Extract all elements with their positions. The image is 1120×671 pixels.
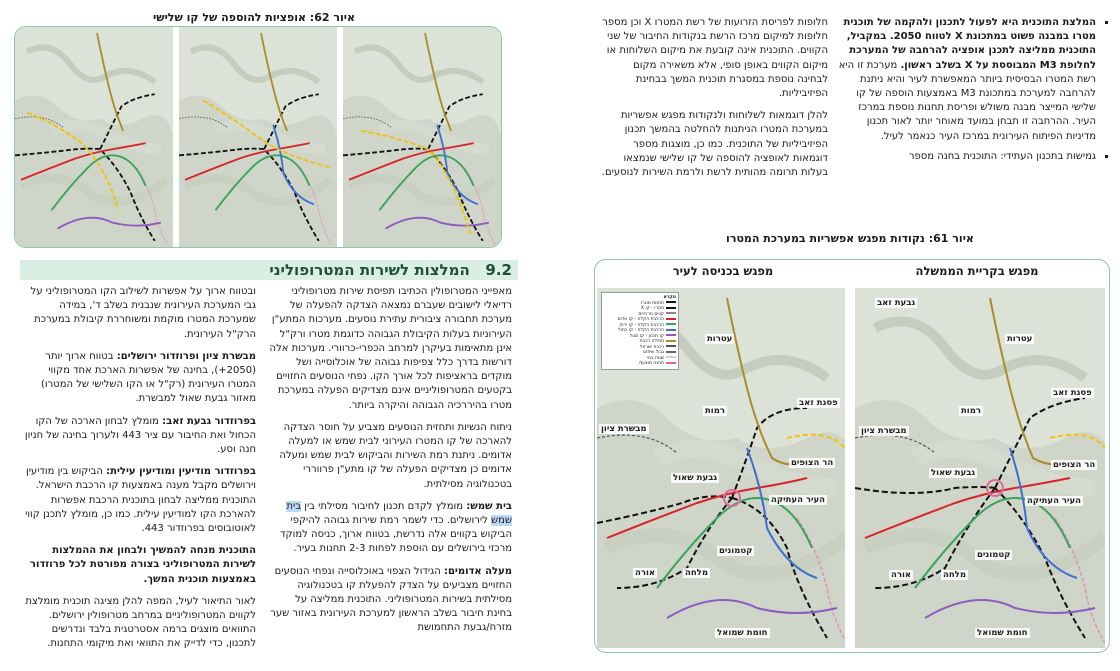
legend-item xyxy=(604,361,676,367)
paragraph: מאפייני המטרופולין הכתיבו תפיסת שירות מטרופוליני רדיאלי לישובים שעברם נמצאה הצדקה להפעלה של מערכת תחבורה ציבורית עתירת נוסעים. מערכות המתע"ן העירוניות בעלות הקיבולת הגבוהה כדוגמת מטרו ורק"ל אינן מתאימות בעיקרן למרחב הכפרי-כרוורי. מערכות אלה דורשות בדרך כלל צפיפות גבוהה של אוכלוסייה ושל מוקדים בראציפות לכל אורך הקו. נפחי הנוסעים החזויים בקטעים המטרופוליניים אינם מצדיקים הפעלה במערכת מטרו בהיררכיה הגבוהה והיקרה ביותר. xyxy=(269,286,512,411)
legend-label: גבול שיפוט xyxy=(643,350,664,355)
text-span: לירושלים. כדי לשמר רמת שירות גבוהה להיקפי הביקוש בקווים אלה נדרשת, בטווח ארוך, כניסה למוקד מרכזי בירושלים עם הוספת לפחות 2-3 תחנות בעיר. xyxy=(280,515,512,555)
place-label: מבשרת ציון xyxy=(861,426,907,436)
legend-label: רכבת ישראל xyxy=(639,344,664,350)
place-label: פסגת זאב xyxy=(799,398,838,408)
section-column-left xyxy=(20,285,256,667)
figure-62-box xyxy=(14,26,502,248)
legend-label: שטח בנוי xyxy=(646,355,664,361)
paragraph-jerusalem-corridor xyxy=(20,350,256,407)
figure-62-caption: איור 62: אופציות להוספה של קו שלישי xyxy=(152,11,355,24)
legend-label: תחנה מוצעת xyxy=(639,361,664,366)
subheading: מעלה אדומים: xyxy=(443,565,512,577)
section-number: 9.2 xyxy=(485,261,512,279)
legend-label: הרכבת הקלה - קו אדום xyxy=(617,317,664,322)
paragraph-maale xyxy=(268,565,512,636)
text-span: מומלץ לבחון הארכה של הקו הכחול ואת החיבור עם ציר 443 ולערוך בחינה של חניון חנה וסע. xyxy=(24,415,256,456)
place-label: מלחה xyxy=(943,570,966,580)
place-label: קטמונים xyxy=(719,546,753,556)
option-map-2-svg xyxy=(179,27,337,247)
paragraph: ניתוח הנשיות ותחזית הנוסעים מצביע על חוסר הצדקה להארכה של קו המטרו העירוני לבית שמש או למעלה אדומים. ניתנת רמת השירות והביקוש לבית שמש ומעלה אדומים כן מצדיקים הפעלה של קו מתע"ן פרווררי בטכנולוגיה מסילתית. xyxy=(279,421,512,490)
paragraph-beit-shemesh xyxy=(268,500,512,557)
legend-label: קווים מרכזיים xyxy=(638,311,664,317)
option-map-1-svg xyxy=(15,27,173,247)
legend-label: תחנות מטרו xyxy=(640,300,664,306)
text-span: הביקוש בין מודיעין וירושלים מקבל מענה באמצעות קו הרכבת הישראל. התוכנית ממליצה לבחון בתוכנית הרכבת אפשרות להארכת הקו למודיעין עילית. כמו כן, מומלץ לתכנן קווי לאוטובוסים בפרוזדור 443. xyxy=(25,466,256,535)
section-heading: המלצות לשירות המטרופוליני xyxy=(269,261,470,279)
map-left-title: מפגש בכניסה לעיר xyxy=(672,264,774,278)
text-span: מומלץ לקדם תכנון לחיבור מסילתי בין xyxy=(304,500,464,512)
place-label: חומת שמואל xyxy=(717,628,768,638)
paragraph: להלן דוגמאות לשלוחות ולנקודות מפגש אפשריות במערכת המטרו הניתנות להחלטה בהמשך תכנון הפיזיביליות של התוכנית. כמו כן, מוצגות מספר דוגמאות לאופציה להוספה של קו שלישי שנמצאו בעלות תרומה מהותית לרשת ולרמת השירות לנוסעים. xyxy=(601,110,828,179)
place-label: מבשרת ציון xyxy=(601,424,647,434)
option-map-2 xyxy=(179,27,337,247)
paragraph: ובטווח ארוך על אפשרות לשילוב הקו המטרופוליני על גבי המערכת העירונית שנבנית בשלב ד', במידה שמערכת המטרו מוקמת ומשוחררת קיבולת במערכת הרק"ל העירונית. xyxy=(30,286,256,340)
place-label: העיר העתיקה xyxy=(771,495,825,505)
legend-label: קו תכנון - קו סגול xyxy=(629,333,664,339)
place-label: רמות xyxy=(705,406,725,416)
place-label: רמות xyxy=(961,406,981,416)
bullet-item xyxy=(838,150,1096,164)
legend-label: הרכבת הקלה - קו כחול xyxy=(618,328,664,333)
place-label: קטמונים xyxy=(977,550,1011,560)
place-label: אורה xyxy=(635,568,656,578)
place-label: מלחה xyxy=(685,568,708,578)
paragraph-modiin xyxy=(20,465,256,536)
place-label: עטרות xyxy=(1007,334,1033,344)
place-label: הר הצופים xyxy=(791,458,834,468)
section-title xyxy=(269,261,512,279)
bullet-item xyxy=(838,16,1096,144)
place-label: גבעת שאול xyxy=(673,473,718,483)
paragraph-givat-zeev xyxy=(20,415,256,458)
paragraph: חלופות לפריסת הזרועות של רשת המטרו X וכן מספר חלופות למיקום מרכז הרשת בנקודות החיבור של שני הקווים. התוכנית אינה קובעת את מיקום השלוחות או מיקום הקווים באופן סופי, אלא משאירה מקום לבחינה נוספת במסגרת תוכנית המשך בבחינת הפיזיביליות. xyxy=(602,17,828,100)
bullet-text: גמישות בתכנון העתידי: התוכנית בחנה מספר xyxy=(908,150,1096,162)
place-label: אורה xyxy=(891,570,912,580)
paragraph-recommendation xyxy=(20,544,256,587)
legend-label: הרכבת הקלה - קו ירוק xyxy=(619,322,664,328)
place-label: חומת שמואל xyxy=(977,628,1028,638)
middle-top-text xyxy=(600,16,828,188)
place-label: הר הצופים xyxy=(1053,460,1096,470)
option-map-3-svg xyxy=(343,27,501,247)
map-left xyxy=(597,288,845,648)
bullet-bold-text: המלצת התוכנית היא לפעול לתכנון ולהקמה של תוכנית מטרו במבנה פשוט במתכונת X לטווח 2050. במקביל, התוכנית ממליצה לתכנן אופציה להרחבה של המערכת לחלופת M3 המבוססת על X בשלב ראשון. xyxy=(843,17,1096,71)
map-right xyxy=(855,288,1105,648)
legend-label: מסילה רכבת xyxy=(639,339,664,344)
place-label: גבעת שאול xyxy=(931,468,976,478)
text-span: בטווח ארוך יותר (2050+), בחינה של אפשרות הארכת אחד מקווי המטרו העירונית (רק"ל או הקו השלישי של המטרו) מאזור גבעת שאול למבשרת. xyxy=(40,350,256,405)
highlighted-text: בית שמש xyxy=(286,500,512,527)
subheading: בפרוזדור מודיעין ומודיעין עילית: xyxy=(106,466,256,478)
figure-61-caption: איור 61: נקודות מפגש אפשריות במערכת המטרו xyxy=(726,232,974,245)
place-label: העיר העתיקה xyxy=(1027,496,1081,506)
subheading: בית שמש: xyxy=(466,500,512,512)
section-title-bar xyxy=(20,260,518,280)
place-label: עטרות xyxy=(707,334,733,344)
option-map-3 xyxy=(343,27,501,247)
subheading: מבשרת ציון ופרוזדור ירושלים: xyxy=(116,350,256,362)
legend-title: מקרא xyxy=(663,295,676,300)
option-map-1 xyxy=(15,27,173,247)
text-span: הגידול הצפוי באוכלוסייה ונפחי הנוסעים החזויים מצביעים על הצדק להפעלת קו בטכנולוגיה מסילתית בשירות המטרופוליני. התוכנית ממליצה על בחינת חיבור בשלב הראשון למערכת העירונית באזור שער מזרח/גבעת התחמושת xyxy=(270,565,512,634)
map-legend xyxy=(601,292,679,370)
map-right-title: מפגש בקריית הממשלה xyxy=(915,264,1039,278)
paragraph: לאור התיאור לעיל, המפה להלן מציגה תוכנית מומלצת לקווים המטרופוליניים במרחב מטרופולין ירושלים. התוואים מוצגים ברמה אסטרטגית בלבד ונדרשים לתכנון, כדי לדייק את התוואי ואת מיקומי התחנות. xyxy=(25,595,256,650)
legend-label: מטרו - קו X xyxy=(640,306,664,311)
section-column-right xyxy=(268,285,512,667)
place-label: גבעת זאב xyxy=(877,298,916,308)
right-column-text xyxy=(838,16,1110,170)
subheading: בפרוזדור גבעת זאב: xyxy=(162,415,256,427)
figure-61-box xyxy=(594,259,1110,653)
place-label: פסגת זאב xyxy=(1053,388,1092,398)
bold-recommendation: התוכנית מנחה להמשיך ולבחון את ההמלצות לשירות המטרופוליני בצורה מפורטת לכל פרוזדור באמצעות תוכנית המשך. xyxy=(29,545,256,585)
bullet-text: מערכת זו היא רשת המטרו הבסיסית ביותר המאפשרת לעיר והיא ניתנת להרחבה למערכת במתכונת M3 באמצעות הוספה של קו שלישי המייצר מבנה משולש ופריסת תחנות נוספת במרכז העיר. ההרחבה זו תבחן במועד מאוחר יותר לאור תכנון מדיניות הפיתוח העירונית במרכז העיר כנאמר לעיל. xyxy=(838,59,1096,142)
